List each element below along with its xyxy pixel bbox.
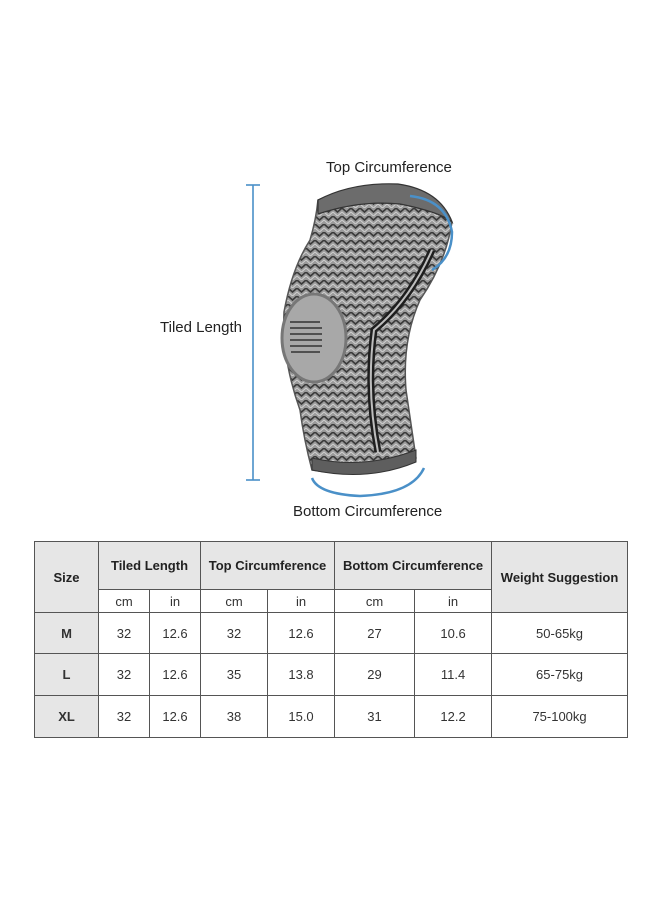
weight-cell: 75-100kg: [492, 696, 628, 738]
knee-sleeve: [282, 184, 452, 475]
cell: 12.6: [150, 696, 201, 738]
cell: 32: [99, 654, 150, 696]
unit-cm: cm: [335, 590, 415, 613]
cell: 12.6: [150, 654, 201, 696]
tiled-length-label: Tiled Length: [160, 319, 243, 336]
tiled-length-measure: [246, 185, 260, 480]
bottom-circumference-label: Bottom Circumference: [293, 503, 443, 520]
bottom-circumference-header: Bottom Circumference: [335, 542, 492, 590]
size-header: Size: [35, 542, 99, 613]
unit-in: in: [150, 590, 201, 613]
cell: 35: [201, 654, 268, 696]
size-cell: XL: [35, 696, 99, 738]
top-circumference-header: Top Circumference: [201, 542, 335, 590]
cell: 11.4: [415, 654, 492, 696]
cell: 10.6: [415, 613, 492, 654]
size-chart-table: [34, 541, 628, 738]
weight-cell: 65-75kg: [492, 654, 628, 696]
cell: 12.2: [415, 696, 492, 738]
weight-suggestion-header: Weight Suggestion: [492, 542, 628, 613]
weight-cell: 50-65kg: [492, 613, 628, 654]
unit-cm: cm: [99, 590, 150, 613]
table-row: [35, 613, 628, 654]
size-cell: L: [35, 654, 99, 696]
table-row: [35, 654, 628, 696]
cell: 13.8: [268, 654, 335, 696]
tiled-length-header: Tiled Length: [99, 542, 201, 590]
table-row: [35, 696, 628, 738]
cell: 32: [201, 613, 268, 654]
cell: 27: [335, 613, 415, 654]
size-cell: M: [35, 613, 99, 654]
cell: 15.0: [268, 696, 335, 738]
cell: 31: [335, 696, 415, 738]
cell: 29: [335, 654, 415, 696]
cell: 32: [99, 613, 150, 654]
cell: 12.6: [150, 613, 201, 654]
unit-cm: cm: [201, 590, 268, 613]
cell: 32: [99, 696, 150, 738]
top-circumference-label: Top Circumference: [326, 159, 452, 176]
cell: 38: [201, 696, 268, 738]
unit-in: in: [415, 590, 492, 613]
cell: 12.6: [268, 613, 335, 654]
table-header-row: [35, 542, 628, 590]
unit-in: in: [268, 590, 335, 613]
